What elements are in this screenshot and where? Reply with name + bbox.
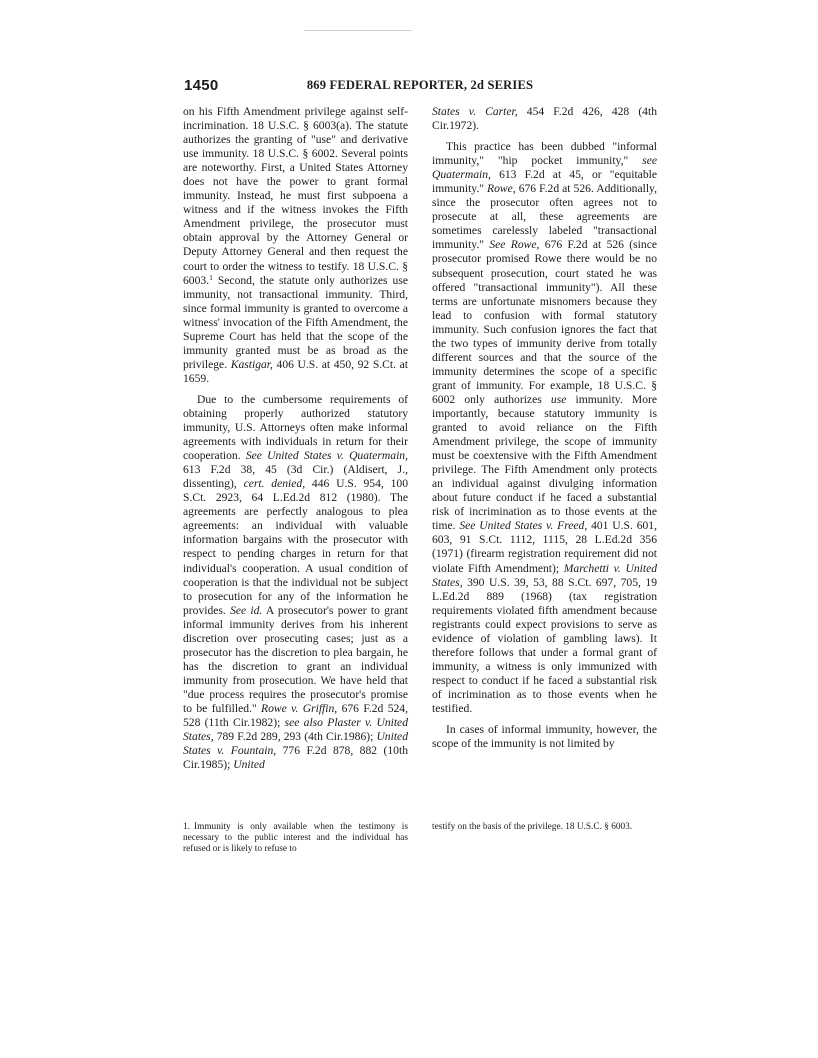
text-run: In cases of informal immunity, however, the scope of the immunity is not limited by	[432, 723, 657, 751]
paragraph	[183, 105, 408, 386]
footnote-right	[432, 822, 657, 833]
text-run: 676 F.2d 524, 528 (11th Cir.1982);	[183, 701, 409, 730]
italic-citation: Rowe,	[487, 182, 516, 196]
text-run: 776 F.2d 878, 882 (10th Cir.1985);	[183, 744, 408, 772]
text-run: 613 F.2d at 45, or "equitable immunity."	[432, 168, 657, 196]
italic-citation: See id.	[230, 603, 263, 617]
text-run: 454 F.2d 426, 428 (4th Cir.1972).	[432, 105, 657, 133]
paragraph	[432, 140, 657, 716]
italic-citation: Rowe v. Griffin,	[261, 701, 338, 715]
italic-citation: cert. denied,	[243, 477, 306, 491]
paragraph	[183, 393, 408, 772]
paragraph	[432, 723, 657, 751]
italic-citation: States v. Carter,	[432, 105, 518, 118]
paragraph	[432, 105, 657, 133]
italic-citation: United States v. Fountain,	[183, 730, 408, 758]
footnote-left	[183, 822, 408, 855]
page-number: 1450	[184, 77, 219, 94]
right-column	[432, 105, 657, 751]
italic-citation: use	[550, 392, 567, 406]
text-run: A prosecutor's power to grant informal immunity derives from his inherent discretion over prosecuting cases; just as a prosecutor has the discretion to plea bargain, he has the discretion to grant an individual immunity from prosecution. We have held that "due process requires the prosecutor's promise to be fulfilled."	[183, 603, 408, 715]
italic-citation: see also Plaster v. United States,	[183, 716, 408, 744]
page-header	[184, 77, 656, 97]
italic-citation: See United States v. Freed,	[459, 519, 588, 533]
text-run: Second, the statute only authorizes use immunity, not transactional immunity. Third, since formal immunity is granted to overcome a witness' invocation of the Fifth Amendment, the Supreme Court has held that the scope of the immunity granted must be as broad as the privilege.	[183, 273, 408, 371]
footnote-label: 1.	[183, 822, 190, 832]
top-scan-rule	[304, 30, 412, 31]
italic-citation: See Rowe,	[489, 238, 540, 252]
text-run: Due to the cumbersome requirements of obtaining properly authorized statutory immunity, U.S. Attorneys often make informal agreements with individuals in return for their cooperation.	[183, 392, 408, 463]
italic-citation: Marchetti v. United States,	[432, 561, 658, 589]
text-run: 789 F.2d 289, 293 (4th Cir.1986);	[213, 730, 377, 744]
footnote-text-left: Immunity is only available when the testimony is necessary to the public interest and the individual has refused or is likely to refuse to	[183, 822, 408, 854]
running-head: 869 FEDERAL REPORTER, 2d SERIES	[306, 78, 534, 92]
italic-citation: Kastigar,	[230, 357, 273, 371]
text-run: 390 U.S. 39, 53, 88 S.Ct. 697, 705, 19 L.Ed.2d 889 (1968) (tax registration requirements violated fifth amendment because registrants could expect provisions to serve as evidence of violation of gambling laws). It therefore follows that under a formal grant of immunity, a witness is only immunized with respect to conduct if he faced a substantial risk of incrimination as to those events when he testified.	[432, 575, 657, 715]
italic-citation: United	[233, 758, 265, 772]
text-run: 446 U.S. 954, 100 S.Ct. 2923, 64 L.Ed.2d 812 (1980). The agreements are perfectly analogous to plea agreements: an individual with valuable information bargains with the prosecutor with respect to pending charges in return for that individual's cooperation. A usual condition of cooperation is that the individual not be subject to prosecution for any of the information he provides.	[183, 477, 408, 617]
footnote-text-right: testify on the basis of the privilege. 18 U.S.C. § 6003.	[432, 822, 633, 832]
text-run: 676 F.2d at 526 (since prosecutor promised Rowe there would be no subsequent prosecution, court stated he was offered "transactional immunity"). All these terms are unfortunate misnomers because they lead to confusion with formal statutory immunity. Such confusion ignores the fact that the two types of immunity derive from totally different sources and that the source of the immunity determines the scope of a specific grant of immunity. For example, 18 U.S.C. § 6002 only authorizes	[432, 238, 657, 406]
text-run: 613 F.2d 38, 45 (3d Cir.) (Aldisert, J., dissenting),	[183, 463, 408, 491]
text-run: on his Fifth Amendment privilege against self-incrimination. 18 U.S.C. § 6003(a). The statute authorizes the granting of "use" and derivative use immunity. 18 U.S.C. § 6002. Several points are noteworthy. First, a United States Attorney does not have the power to grant formal immunity. Instead, he must first subpoena a witness and if the witness invokes the Fifth Amendment privilege, the prosecutor must obtain approval by the Attorney General or Deputy Attorney General and then request the court to order the witness to testify. 18 U.S.C. § 6003.	[183, 105, 408, 287]
text-run: This practice has been dubbed "informal immunity," "hip pocket immunity,"	[432, 140, 657, 168]
italic-citation: see Quatermain,	[432, 154, 657, 182]
footnote-ref: 1	[209, 272, 213, 282]
italic-citation: See United States v. Quatermain,	[245, 449, 408, 463]
text-run: 406 U.S. at 450, 92 S.Ct. at 1659.	[183, 357, 408, 385]
text-run: immunity. More importantly, because statutory immunity is granted to avoid reliance on the Fifth Amendment privilege, the scope of immunity must be coextensive with the Fifth Amendment privilege. The Fifth Amendment only protects an individual against divulging information about future conduct if he faced a substantial risk of incrimination as to those events at the time.	[432, 392, 657, 533]
text-run: 401 U.S. 601, 603, 91 S.Ct. 1112, 1115, 28 L.Ed.2d 356 (1971) (firearm registration requirement did not violate Fifth Amendment);	[432, 519, 658, 575]
text-run: 676 F.2d at 526. Additionally, since the prosecutor often agrees not to prosecute at all, these agreements are sometimes carelessly labeled "transactional immunity."	[432, 182, 657, 252]
left-column	[183, 105, 408, 772]
